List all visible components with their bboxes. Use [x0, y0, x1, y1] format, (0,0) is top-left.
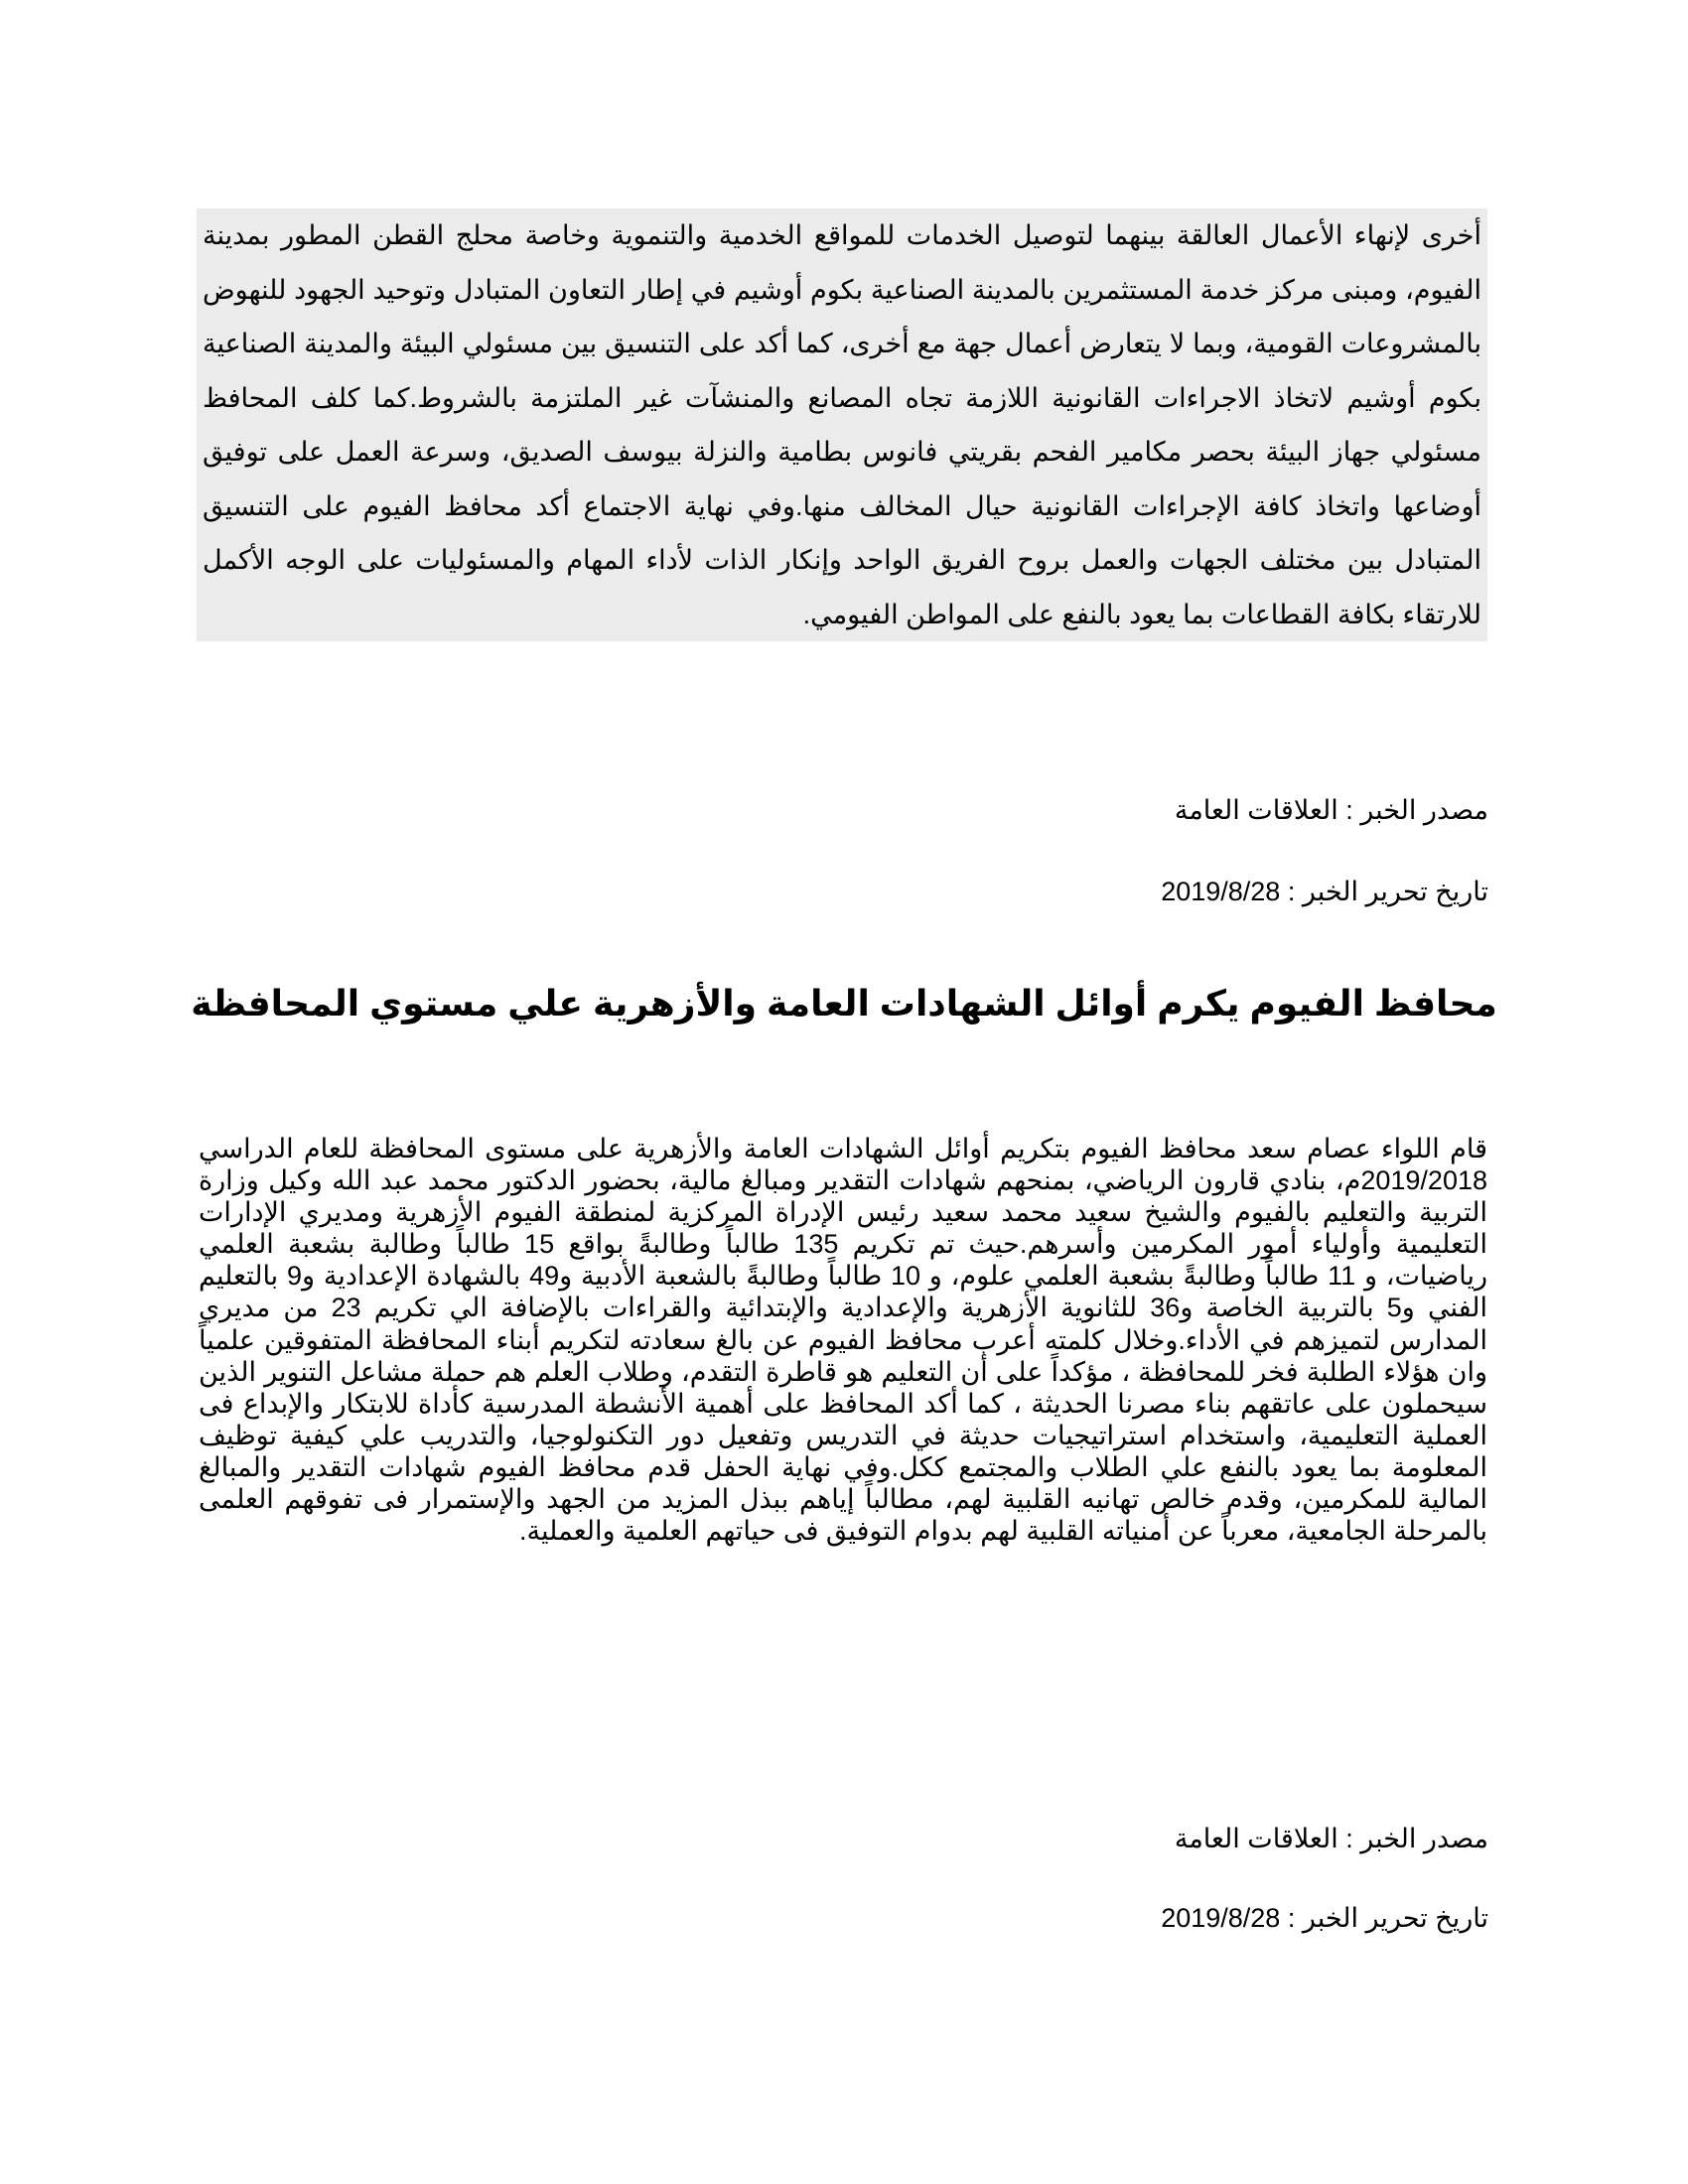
previous-article-source: مصدر الخبر : العلاقات العامة	[1174, 795, 1488, 825]
article-headline: محافظ الفيوم يكرم أوائل الشهادات العامة والأزهرية علي مستوي المحافظة	[191, 983, 1497, 1024]
article-date: تاريخ تحرير الخبر : 2019/8/28	[1161, 1903, 1488, 1933]
article-body: قام اللواء عصام سعد محافظ الفيوم بتكريم أوائل الشهادات العامة والأزهرية على مستوى المحافظة للعام الدراسي 2019/2018م، بنادي قارون الرياضي، بمنحهم شهادات التقدير ومبالغ مالية، بحضور الدكتور محمد عبد الله وكيل وزارة التربية والتعليم بالفيوم والشيخ سعيد محمد سعيد رئيس الإدراة المركزية لمنطقة الفيوم الأزهرية ومديري الإدارات التعليمية وأولياء أمور المكرمين وأسرهم.حيث تم تكريم 135 طالباً وطالبةً بواقع 15 طالباً وطالبة بشعبة العلمي رياضيات، و 11 طالباً وطالبةً بشعبة العلمي علوم، و 10 طالباً وطالبةً بالشعبة الأدبية و49 بالشهادة الإعدادية و9 بالتعليم الفني و5 بالتربية الخاصة و36 للثانوية الأزهرية والإعدادية والإبتدائية والقراءات بالإضافة الي تكريم 23 من مديري المدارس لتميزهم في الأداء.وخلال كلمته أعرب محافظ الفيوم عن بالغ سعادته لتكريم أبناء المحافظة المتفوقين علمياً وان هؤلاء الطلبة فخر للمحافظة ، مؤكداً على أن التعليم هو قاطرة التقدم، وطلاب العلم هم حملة مشاعل التنوير الذين سيحملون على عاتقهم بناء مصرنا الحديثة ، كما أكد المحافظ على أهمية الأنشطة المدرسية كأداة للابتكار والإبداع فى العملية التعليمية، واستخدام استراتيجيات حديثة في التدريس وتفعيل دور التكنولوجيا، والتدريب علي كيفية توظيف المعلومة بما يعود بالنفع علي الطلاب والمجتمع ككل.وفي نهاية الحفل قدم محافظ الفيوم شهادات التقدير والمبالغ المالية للمكرمين، وقدم خالص تهانيه القلبية لهم، مطالباً إياهم ببذل المزيد من الجهد والإستمرار فى تفوقهم العلمى بالمرحلة الجامعية، معرباً عن أمنياته القلبية لهم بدوام التوفيق فى حياتهم العلمية والعملية.	[199, 1134, 1488, 1547]
previous-article-date: تاريخ تحرير الخبر : 2019/8/28	[1161, 877, 1488, 906]
previous-article-continuation: أخرى لإنهاء الأعمال العالقة بينهما لتوصيل الخدمات للمواقع الخدمية والتنموية وخاصة محلج القطن المطور بمدينة الفيوم، ومبنى مركز خدمة المستثمرين بالمدينة الصناعية بكوم أوشيم في إطار التعاون المتبادل وتوحيد الجهود للنهوض بالمشروعات القومية، وبما لا يتعارض أعمال جهة مع أخرى، كما أكد على التنسيق بين مسئولي البيئة والمدينة الصناعية بكوم أوشيم لاتخاذ الاجراءات القانونية اللازمة تجاه المصانع والمنشآت غير الملتزمة بالشروط.كما كلف المحافظ مسئولي جهاز البيئة بحصر مكامير الفحم بقريتي فانوس بطامية والنزلة بيوسف الصديق، وسرعة العمل على توفيق أوضاعها واتخاذ كافة الإجراءات القانونية حيال المخالف منها.وفي نهاية الاجتماع أكد محافظ الفيوم على التنسيق المتبادل بين مختلف الجهات والعمل بروح الفريق الواحد وإنكار الذات لأداء المهام والمسئوليات على الوجه الأكمل للارتقاء بكافة القطاعات بما يعود بالنفع على المواطن الفيومي.	[197, 208, 1487, 641]
article-source: مصدر الخبر : العلاقات العامة	[1174, 1824, 1488, 1853]
